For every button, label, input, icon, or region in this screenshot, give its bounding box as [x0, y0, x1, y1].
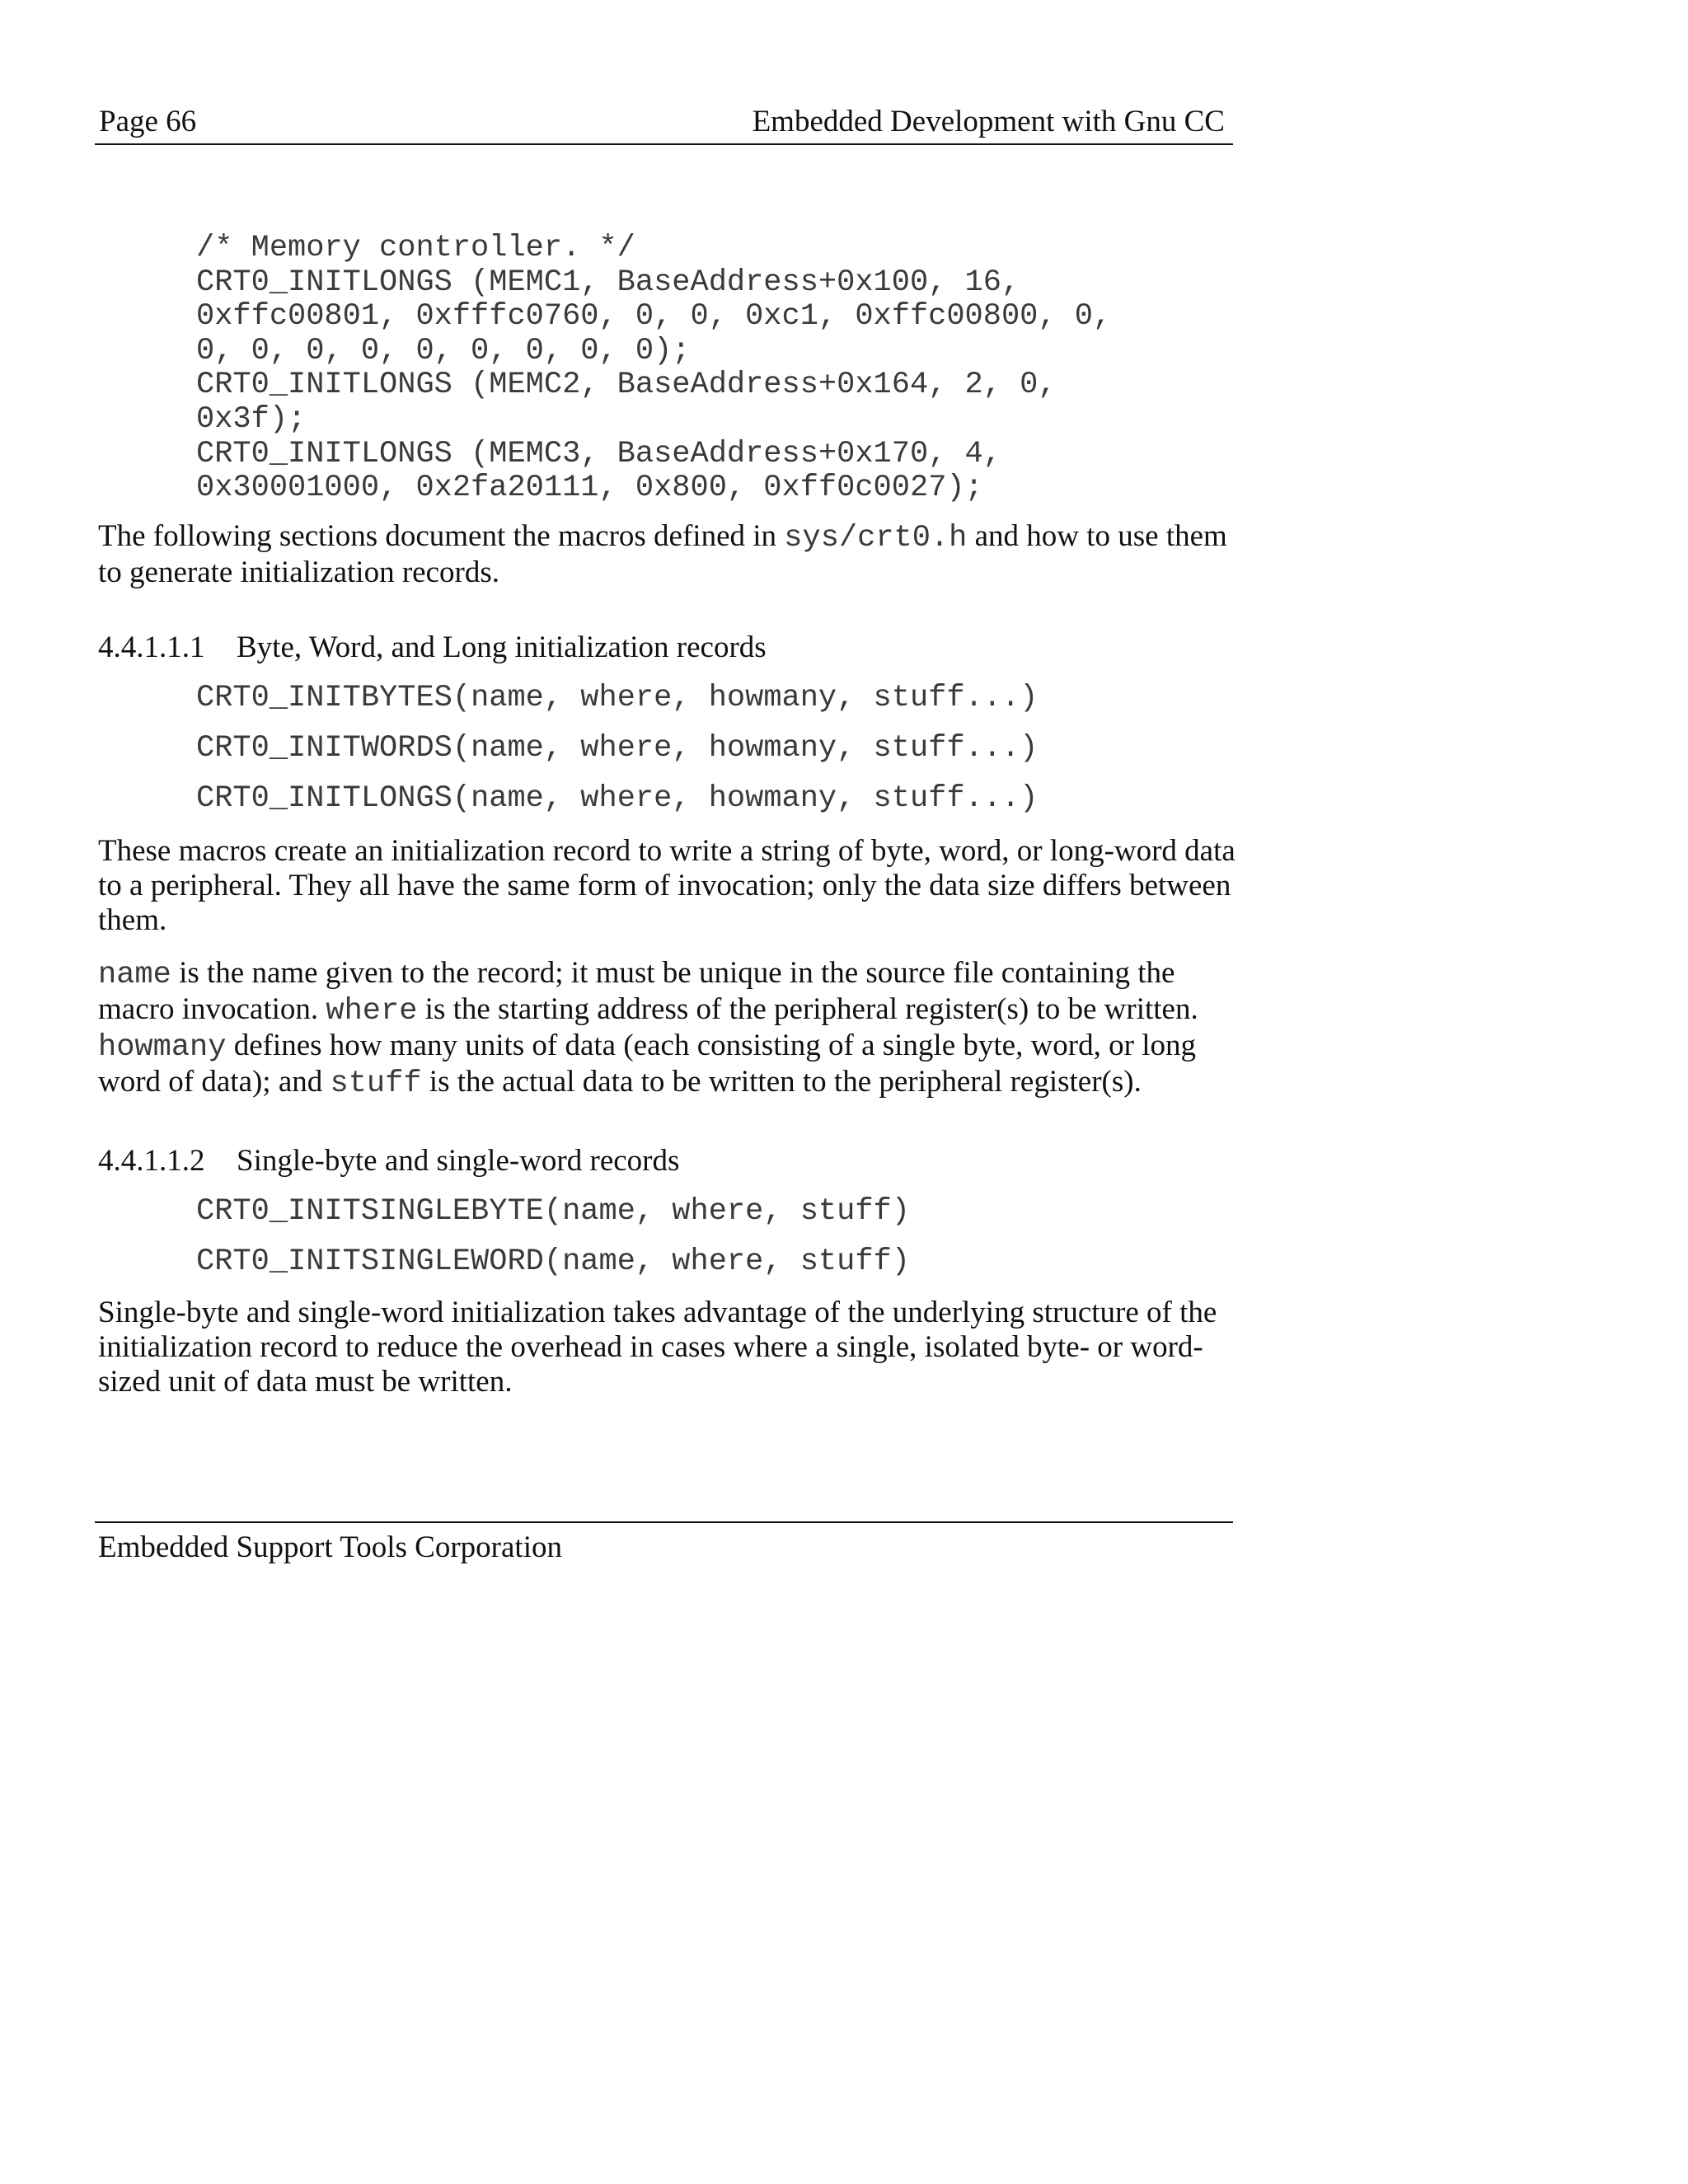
macros-description-paragraph: These macros create an initialization record to write a string of byte, word, or long-word data to a peripheral. They all have the same form of invocation; only the data size differs between them.	[98, 834, 1236, 937]
page-header	[97, 105, 1230, 146]
code-line: 0xffc00801, 0xfffc0760, 0, 0, 0xc1, 0xffc00800, 0,	[196, 299, 1112, 335]
code-line: /* Memory controller. */	[196, 231, 635, 265]
macro-name: CRT0_INITLONGS	[196, 781, 452, 816]
company-name: Embedded Support Tools Corporation	[98, 1530, 562, 1564]
code-line: 0, 0, 0, 0, 0, 0, 0, 0, 0);	[196, 333, 691, 368]
section-title: Byte, Word, and Long initialization records	[237, 630, 767, 664]
intro-paragraph	[98, 519, 1244, 590]
macro-name: CRT0_INITSINGLEWORD	[196, 1244, 544, 1279]
intro-text-after: and how to use them to generate initialization records.	[98, 519, 1227, 589]
code-line: CRT0_INITLONGS (MEMC3, BaseAddress+0x170, 4,	[196, 436, 1001, 471]
macro-signature	[196, 781, 1038, 816]
macro-name: CRT0_INITBYTES	[196, 681, 452, 715]
macro-args: (name, where, howmany, stuff...)	[452, 731, 1039, 766]
paragraph-text: is the name given to the record; it must be unique in the source file containing the macro invocation.	[98, 956, 1175, 1026]
page-number: Page 66	[99, 105, 197, 138]
inline-code-filename: sys/crt0.h	[784, 521, 968, 555]
single-records-description-paragraph: Single-byte and single-word initialization takes advantage of the underlying structure of the initialization record to reduce the overhead in cases where a single, isolated byte- or word-sized unit of data must be written.	[98, 1296, 1217, 1399]
section-heading-single-byte-word	[98, 1144, 679, 1179]
macro-args: (name, where, howmany, stuff...)	[452, 681, 1039, 715]
page-footer	[98, 1530, 562, 1565]
macro-signature	[196, 731, 1038, 766]
macro-signature	[196, 1194, 910, 1229]
header-rule	[95, 143, 1233, 145]
book-title: Embedded Development with Gnu CC	[752, 105, 1225, 138]
intro-text-before: The following sections document the macros defined in	[98, 519, 785, 553]
section-title: Single-byte and single-word records	[237, 1144, 680, 1178]
macro-args: (name, where, howmany, stuff...)	[452, 781, 1039, 816]
footer-rule	[95, 1521, 1233, 1523]
inline-code-name: name	[98, 958, 171, 992]
paragraph-text: is the actual data to be written to the peripheral register(s).	[421, 1065, 1142, 1099]
macro-args: (name, where, stuff)	[543, 1194, 910, 1229]
code-line: 0x3f);	[196, 401, 307, 437]
macro-name: CRT0_INITWORDS	[196, 731, 452, 766]
paragraph-text: defines how many units of data (each consisting of a single byte, word, or long word of data); and	[98, 1029, 1196, 1099]
parameters-description-paragraph	[98, 956, 1244, 1101]
inline-code-howmany: howmany	[98, 1030, 227, 1065]
code-line: CRT0_INITLONGS (MEMC1, BaseAddress+0x100, 16,	[196, 265, 1020, 300]
code-line: 0x30001000, 0x2fa20111, 0x800, 0xff0c0027);	[196, 471, 983, 506]
macro-signature	[196, 681, 1038, 715]
section-heading-byte-word-long	[98, 630, 767, 665]
code-line: CRT0_INITLONGS (MEMC2, BaseAddress+0x164, 2, 0,	[196, 368, 1057, 403]
section-number: 4.4.1.1.1	[98, 630, 205, 664]
code-example	[196, 232, 1111, 506]
macro-name: CRT0_INITSINGLEBYTE	[196, 1194, 544, 1229]
inline-code-stuff: stuff	[330, 1066, 422, 1101]
macro-signature	[196, 1244, 910, 1279]
paragraph-text: is the starting address of the peripheral register(s) to be written.	[417, 992, 1198, 1026]
section-number: 4.4.1.1.2	[98, 1144, 205, 1178]
macro-args: (name, where, stuff)	[543, 1244, 910, 1279]
inline-code-where: where	[326, 994, 418, 1029]
